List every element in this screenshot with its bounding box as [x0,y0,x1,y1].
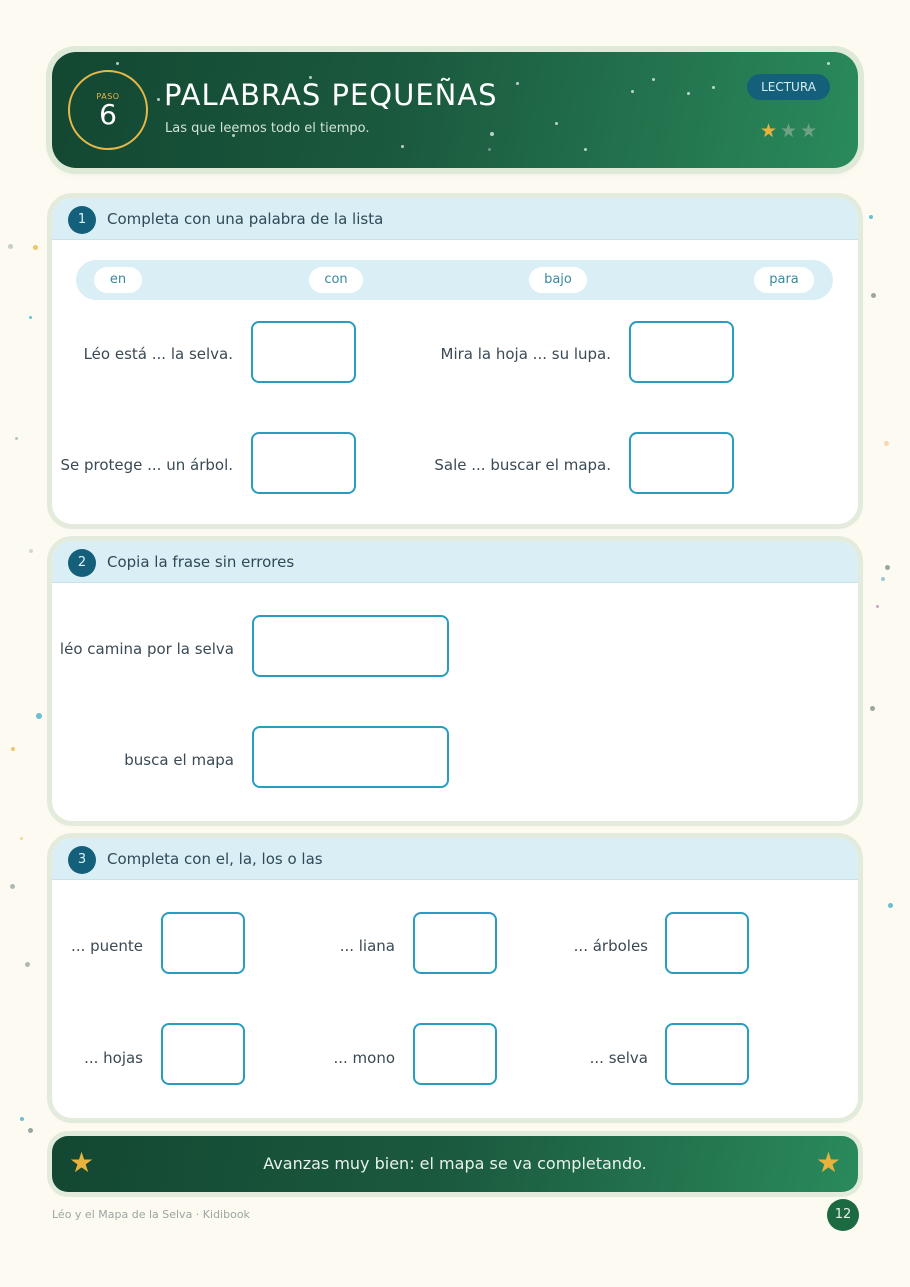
exercise-card-2 [52,541,858,821]
decor-dot [869,215,873,219]
section-header [52,541,858,583]
article-answer-box[interactable] [413,912,497,974]
exercise-card-3 [52,838,858,1118]
section-number: 1 [68,206,96,234]
article-answer-box[interactable] [161,912,245,974]
banner-text: Avanzas muy bien: el mapa se va completando. [263,1154,647,1173]
footer-book-title: Léo y el Mapa de la Selva · Kidibook [52,1208,250,1221]
answer-box[interactable] [629,432,734,494]
decor-dot [25,962,30,967]
copy-answer-box[interactable] [252,726,449,788]
decor-dot [20,837,23,840]
section-header [52,198,858,240]
article-answer-box[interactable] [665,1023,749,1085]
page-title: PALABRAS PEQUEÑAS [164,78,498,112]
star-filled-icon: ★ [760,120,781,142]
word-bank [76,260,833,300]
star-empty-icon: ★ [800,120,821,142]
difficulty-rating [760,120,820,142]
answer-box[interactable] [629,321,734,383]
sentence-prompt: Se protege ... un árbol. [60,456,233,474]
sentence-prompt: Mira la hoja ... su lupa. [440,345,611,363]
category-badge: LECTURA [747,74,830,100]
decor-dot [870,706,875,711]
word-chip[interactable]: con [309,267,363,293]
section-number: 2 [68,549,96,577]
decor-dot [33,245,38,250]
article-prompt: ... puente [71,937,143,955]
decor-dot [15,437,18,440]
decor-dot [11,747,15,751]
article-prompt: ... mono [333,1049,395,1067]
word-chip[interactable]: para [754,267,814,293]
article-prompt: ... hojas [84,1049,143,1067]
article-answer-box[interactable] [161,1023,245,1085]
decor-dot [888,903,893,908]
encouragement-banner [52,1136,858,1192]
star-icon: ★ [69,1146,95,1179]
sentence-prompt: Léo está ... la selva. [83,345,233,363]
section-title: Completa con una palabra de la lista [107,210,384,228]
article-answer-box[interactable] [413,1023,497,1085]
decor-dot [876,605,879,608]
decor-dot [20,1117,24,1121]
page-header [52,52,858,168]
step-number: 6 [99,98,117,131]
copy-answer-box[interactable] [252,615,449,677]
section-number: 3 [68,846,96,874]
decor-dot [884,441,889,446]
step-label: PASO [96,92,120,101]
sentence-prompt: Sale ... buscar el mapa. [434,456,611,474]
answer-box[interactable] [251,432,356,494]
word-chip[interactable]: bajo [529,267,587,293]
decor-dot [36,713,42,719]
section-title: Completa con el, la, los o las [107,850,323,868]
article-answer-box[interactable] [665,912,749,974]
star-icon: ★ [815,1146,841,1179]
word-chip[interactable]: en [94,267,142,293]
article-prompt: ... selva [589,1049,648,1067]
decor-dot [871,293,876,298]
answer-box[interactable] [251,321,356,383]
article-prompt: ... árboles [573,937,648,955]
decor-dot [8,244,13,249]
page-number: 12 [827,1199,859,1231]
decor-dot [885,565,890,570]
exercise-card-1 [52,198,858,524]
copy-prompt: busca el mapa [124,751,234,769]
step-badge [68,70,148,150]
copy-prompt: léo camina por la selva [59,640,234,658]
decor-dot [29,316,32,319]
page-subtitle: Las que leemos todo el tiempo. [165,121,370,136]
decor-dot [10,884,15,889]
section-title: Copia la frase sin errores [107,553,295,571]
star-empty-icon: ★ [780,120,801,142]
decor-dot [881,577,885,581]
section-header [52,838,858,880]
article-prompt: ... liana [339,937,395,955]
decor-dot [28,1128,33,1133]
decor-dot [29,549,33,553]
